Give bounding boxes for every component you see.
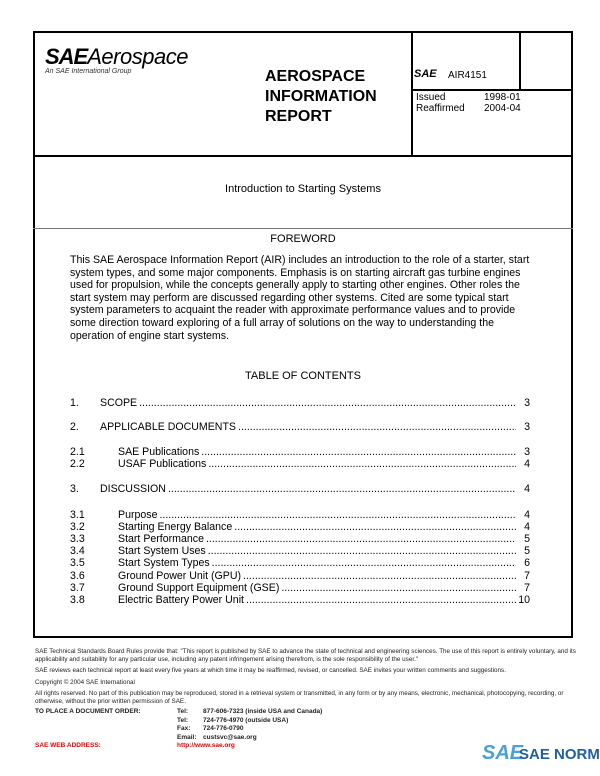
issued-value: 1998-01 <box>484 92 521 103</box>
toc-entry[interactable] <box>70 397 530 409</box>
toc-label: Start System Uses <box>118 545 206 557</box>
foreword-text: This SAE Aerospace Information Report (AIR) includes an introduction to the role of a starter, start system types, and some major components. Emphasis is on starting aircraft gas turbine engines used for propulsion, while the concepts generally apply to starting other engines. Other roles the start system may perform are discussed regarding other systems. Cited are some typical start system parameters to acquaint the reader with approximate performance values and to provide some direction toward exploring of a full array of solutions on the way to understanding the operation of engine start systems. <box>70 254 530 342</box>
toc-label: APPLICABLE DOCUMENTS <box>100 421 236 433</box>
toc-number: 2.2 <box>70 458 85 470</box>
divider <box>519 31 521 89</box>
toc-entry[interactable] <box>70 458 530 470</box>
toc-page: 5 <box>524 533 530 545</box>
contact-label: Fax: <box>177 725 191 732</box>
toc-label: USAF Publications <box>118 458 207 470</box>
toc-entry[interactable] <box>70 446 530 458</box>
watermark-text: SAE NORM <box>519 746 600 763</box>
order-label: TO PLACE A DOCUMENT ORDER: <box>35 708 141 715</box>
toc-page: 7 <box>524 570 530 582</box>
contact-label: Tel: <box>177 716 189 724</box>
document-title: Introduction to Starting Systems <box>225 183 381 195</box>
toc-entry[interactable] <box>70 509 530 521</box>
toc-label: Purpose <box>118 509 158 521</box>
contact-value: 724-776-0790 <box>203 725 244 732</box>
divider <box>411 89 573 91</box>
sae-mark: SAE <box>414 68 437 80</box>
toc-entry[interactable] <box>70 594 530 606</box>
toc-entry[interactable] <box>70 521 530 533</box>
toc-number: 3.7 <box>70 582 85 594</box>
toc-leader <box>168 483 516 495</box>
toc-leader <box>212 557 516 569</box>
toc-heading: TABLE OF CONTENTS <box>245 370 361 382</box>
footer-rules: SAE Technical Standards Board Rules provide that: "This report is published by SAE to advance the state of technical and engineering sciences. The use of this report is entirely voluntary, and its applicability and suitability for any particular use, including any patent infringement arising therefrom, is the sole responsibility of the user." <box>35 648 576 663</box>
toc-entry[interactable] <box>70 557 530 569</box>
toc-leader <box>159 509 516 521</box>
toc-leader <box>246 594 516 606</box>
watermark-mark: SAE <box>482 742 524 764</box>
toc-leader <box>243 570 516 582</box>
document-number: AIR4151 <box>448 70 487 81</box>
toc-number: 3.6 <box>70 570 85 582</box>
toc-number: 1. <box>70 397 79 409</box>
toc-label: Ground Power Unit (GPU) <box>118 570 242 582</box>
toc-page: 3 <box>524 421 530 433</box>
contact-value: custsvc@sae.org <box>203 733 257 741</box>
toc-number: 3.3 <box>70 533 85 545</box>
web-label: SAE WEB ADDRESS: <box>35 742 101 749</box>
toc-page: 10 <box>518 594 530 606</box>
toc-page: 3 <box>524 397 530 409</box>
toc-label: Starting Energy Balance <box>118 521 233 533</box>
toc-leader <box>139 397 516 409</box>
toc-number: 3.4 <box>70 545 85 557</box>
reaffirmed-label: Reaffirmed <box>416 103 465 114</box>
toc-entry[interactable] <box>70 582 530 594</box>
toc-leader <box>238 421 516 433</box>
toc-label: Electric Battery Power Unit <box>118 594 244 606</box>
toc-leader <box>201 446 516 458</box>
contact-label: Tel: <box>177 708 189 715</box>
toc-entry[interactable] <box>70 533 530 545</box>
toc-label: Ground Support Equipment (GSE) <box>118 582 280 594</box>
logo-subtitle: An SAE International Group <box>45 68 132 75</box>
toc-page: 3 <box>524 446 530 458</box>
report-type: AEROSPACE INFORMATION REPORT <box>265 68 377 125</box>
sae-aerospace-logo: SAEAerospace <box>45 44 188 69</box>
toc-label: SCOPE <box>100 397 138 409</box>
toc-label: Start Performance <box>118 533 204 545</box>
toc-number: 3. <box>70 483 79 495</box>
toc-page: 6 <box>524 557 530 569</box>
reaffirmed-value: 2004-04 <box>484 103 521 114</box>
toc-entry[interactable] <box>70 545 530 557</box>
toc-leader <box>208 545 516 557</box>
toc-leader <box>281 582 516 594</box>
toc-label: Start System Types <box>118 557 210 569</box>
contact-value: 724-776-4970 (outside USA) <box>203 716 289 724</box>
toc-number: 2.1 <box>70 446 85 458</box>
issued-label: Issued <box>416 92 446 103</box>
footer-review: SAE reviews each technical report at least every five years at which time it may be reaffirmed, revised, or cancelled. SAE invites your written comments and suggestions. <box>35 667 506 674</box>
footer-copyright: Copyright © 2004 SAE International <box>35 679 135 686</box>
toc-page: 5 <box>524 545 530 557</box>
contact-label: Email: <box>177 733 197 741</box>
divider <box>33 228 573 229</box>
toc-page: 7 <box>524 582 530 594</box>
divider <box>411 31 413 156</box>
foreword-heading: FOREWORD <box>270 233 336 245</box>
toc-page: 4 <box>524 509 530 521</box>
toc-leader <box>208 458 516 470</box>
web-link[interactable]: http://www.sae.org <box>177 742 235 749</box>
toc-page: 4 <box>524 521 530 533</box>
toc-entry[interactable] <box>70 570 530 582</box>
toc-number: 3.8 <box>70 594 85 606</box>
toc-leader <box>206 533 516 545</box>
toc-number: 3.1 <box>70 509 85 521</box>
toc-page: 4 <box>524 458 530 470</box>
toc-entry[interactable] <box>70 483 530 495</box>
toc-leader <box>234 521 516 533</box>
toc-number: 3.5 <box>70 557 85 569</box>
toc-number: 3.2 <box>70 521 85 533</box>
divider <box>33 155 573 157</box>
footer-rights: All rights reserved. No part of this publication may be reproduced, stored in a retrieval system or transmitted, in any form or by any means, electronic, mechanical, photocopying, recording, or otherwise, without the prior written permission of SAE. <box>35 690 564 705</box>
contact-value: 877-606-7323 (inside USA and Canada) <box>203 708 323 715</box>
toc-page: 4 <box>524 483 530 495</box>
toc-entry[interactable] <box>70 421 530 433</box>
toc-label: DISCUSSION <box>100 483 166 495</box>
toc-label: SAE Publications <box>118 446 200 458</box>
toc-number: 2. <box>70 421 79 433</box>
